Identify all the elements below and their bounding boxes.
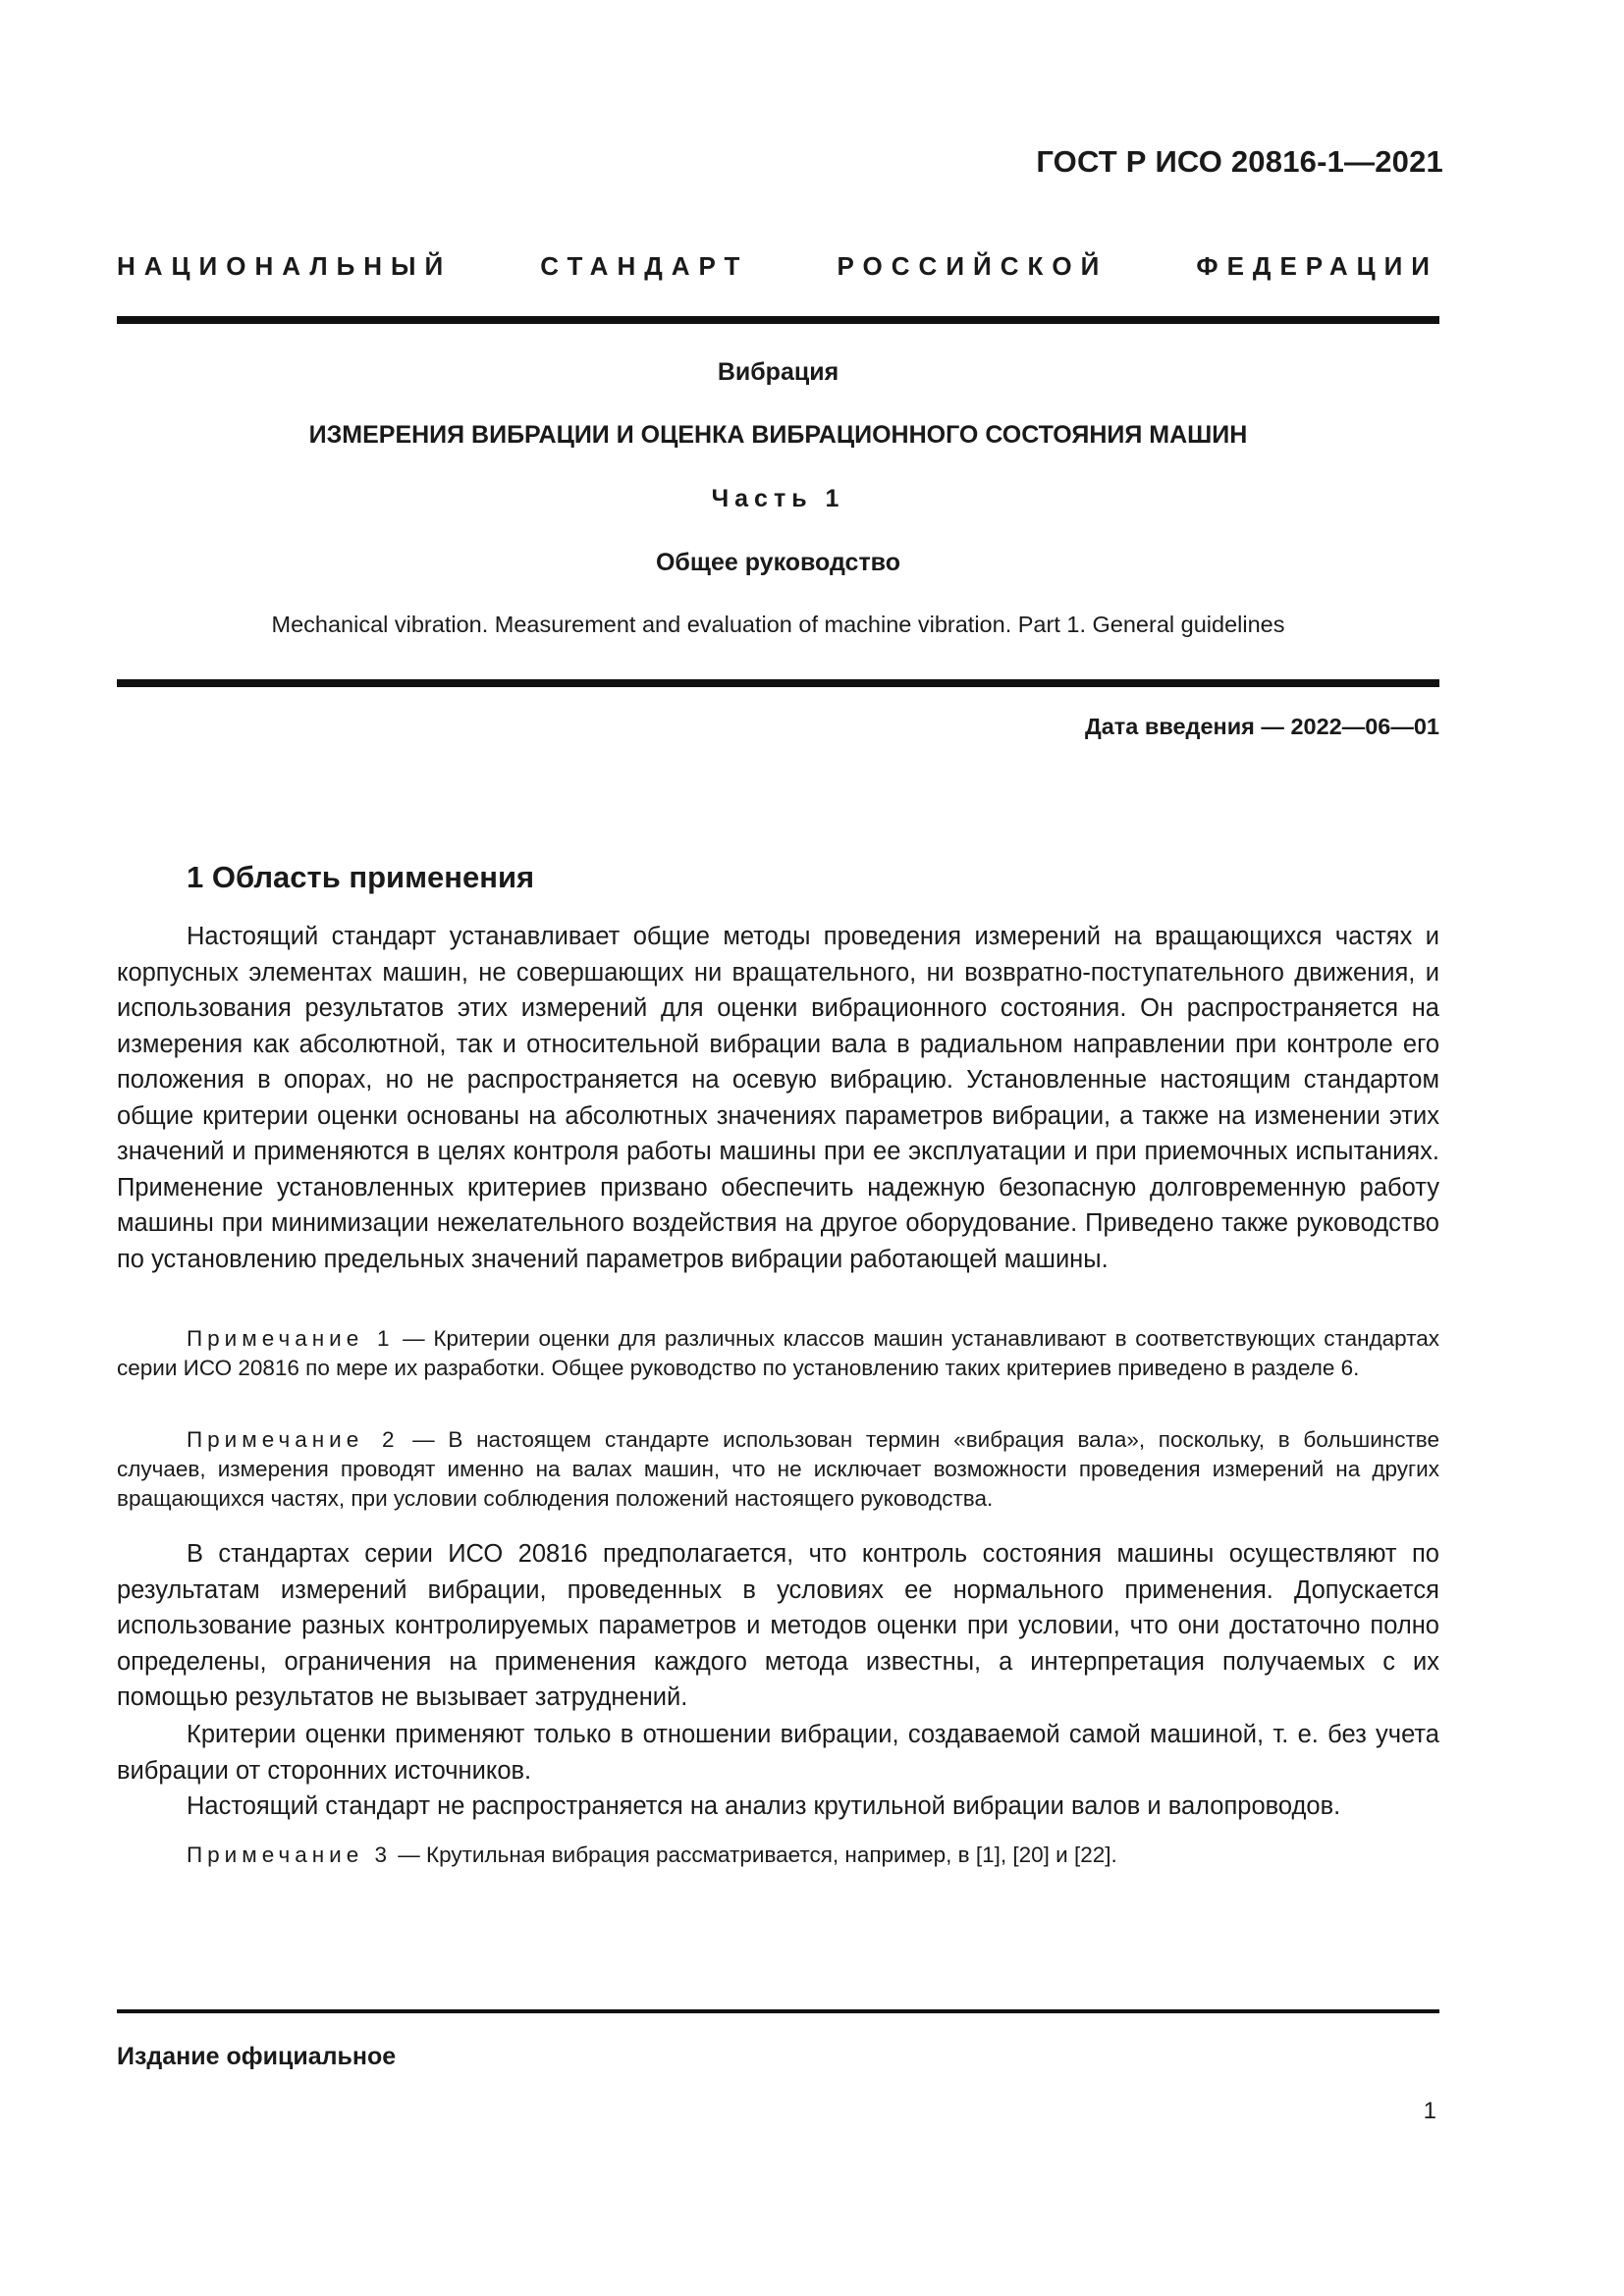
note-1-block bbox=[117, 1324, 1439, 1383]
paragraph-3-block bbox=[117, 1717, 1439, 1789]
title-divider bbox=[117, 679, 1439, 687]
paragraph-1-block bbox=[117, 919, 1439, 1277]
paragraph-1: Настоящий стандарт устанавливает общие методы проведения измерений на вращающихся частях и корпусных элементах машин, не совершающих ни вращательного, ни возвратно-поступательного движения, и использования результатов этих измерений для оценки вибрационного состояния. Он распространяется на измерения как абсолютной, так и относительной вибрации вала в радиальном направлении при контроле его положения в опорах, но не распространяется на осевую вибрацию. Установленные настоящим стандартом общие критерии оценки основаны на абсолютных значениях параметров вибрации, а также на изменении этих значений и применяются в целях контроля работы машины при ее эксплуатации и при приемочных испытаниях. Применение установленных критериев призвано обеспечить надежную безопасную долговременную работу машины при минимизации нежелательного воздействия на другое оборудование. Приведено также руководство по установлению предельных значений параметров вибрации работающей машины. bbox=[117, 923, 1439, 1273]
section-heading: 1 Область применения bbox=[187, 860, 535, 894]
part-subtitle: Общее руководство bbox=[655, 549, 900, 576]
top-divider bbox=[117, 316, 1439, 324]
edition-label: Издание официальное bbox=[117, 2043, 397, 2070]
note-3-text: — Крутильная вибрация рассматривается, например, в [1], [20] и [22]. bbox=[392, 1842, 1117, 1867]
note-2 bbox=[117, 1425, 1439, 1514]
note-1-text: — Критерии оценки для различных классов машин устанавливают в соответствующих стандартах серии ИСО 20816 по мере их разработки. Общее руководство по установлению таких критериев приведено в разделе 6. bbox=[117, 1326, 1440, 1380]
paragraph-4-block bbox=[117, 1789, 1439, 1825]
note-2-label: Примечание 2 bbox=[187, 1427, 400, 1452]
note-1-label: Примечание 1 bbox=[187, 1326, 395, 1351]
footer-divider bbox=[117, 2009, 1439, 2013]
note-3-block bbox=[117, 1841, 1439, 1870]
english-title: Mechanical vibration. Measurement and evaluation of machine vibration. Part 1. General guidelines bbox=[271, 612, 1285, 637]
document-subject: Вибрация bbox=[717, 358, 839, 386]
note-2-block bbox=[117, 1425, 1439, 1514]
note-3-label: Примечание 3 bbox=[187, 1842, 392, 1867]
paragraph-2: В стандартах серии ИСО 20816 предполагается, что контроль состояния машины осуществляют по результатам измерений вибрации, проведенных в условиях ее нормального применения. Допускается использование разных контролируемых параметров и методов оценки при условии, что они достаточно полно определены, ограничения на применения каждого метода известны, а интерпретация получаемых с их помощью результатов не вызывает затруднений. bbox=[117, 1540, 1439, 1711]
page-number: 1 bbox=[1423, 2098, 1436, 2124]
paragraph-4: Настоящий стандарт не распространяется на анализ крутильной вибрации валов и валопроводов. bbox=[187, 1792, 1341, 1820]
note-1 bbox=[117, 1324, 1439, 1383]
note-2-text: — В настоящем стандарте использован термин «вибрация вала», поскольку, в большинстве случаев, измерения проводят именно на валах машин, что не исключает возможности проведения измерений на других вращающихся частях, при условии соблюдения положений настоящего руководства. bbox=[117, 1427, 1439, 1511]
part-label: Часть 1 bbox=[711, 485, 845, 512]
paragraph-3: Критерии оценки применяют только в отношении вибрации, создаваемой самой машиной, т. е. без учета вибрации от сторонних источников. bbox=[117, 1721, 1439, 1785]
introduction-date: Дата введения — 2022—06—01 bbox=[1084, 714, 1439, 739]
document-code: ГОСТ Р ИСО 20816-1—2021 bbox=[1036, 144, 1443, 179]
paragraph-2-block bbox=[117, 1536, 1439, 1716]
national-standard-banner: НАЦИОНАЛЬНЫЙ СТАНДАРТ РОССИЙСКОЙ ФЕДЕРАЦИИ bbox=[117, 251, 1438, 281]
document-title: ИЗМЕРЕНИЯ ВИБРАЦИИ И ОЦЕНКА ВИБРАЦИОННОГО СОСТОЯНИЯ МАШИН bbox=[308, 421, 1248, 449]
note-3 bbox=[117, 1841, 1439, 1870]
